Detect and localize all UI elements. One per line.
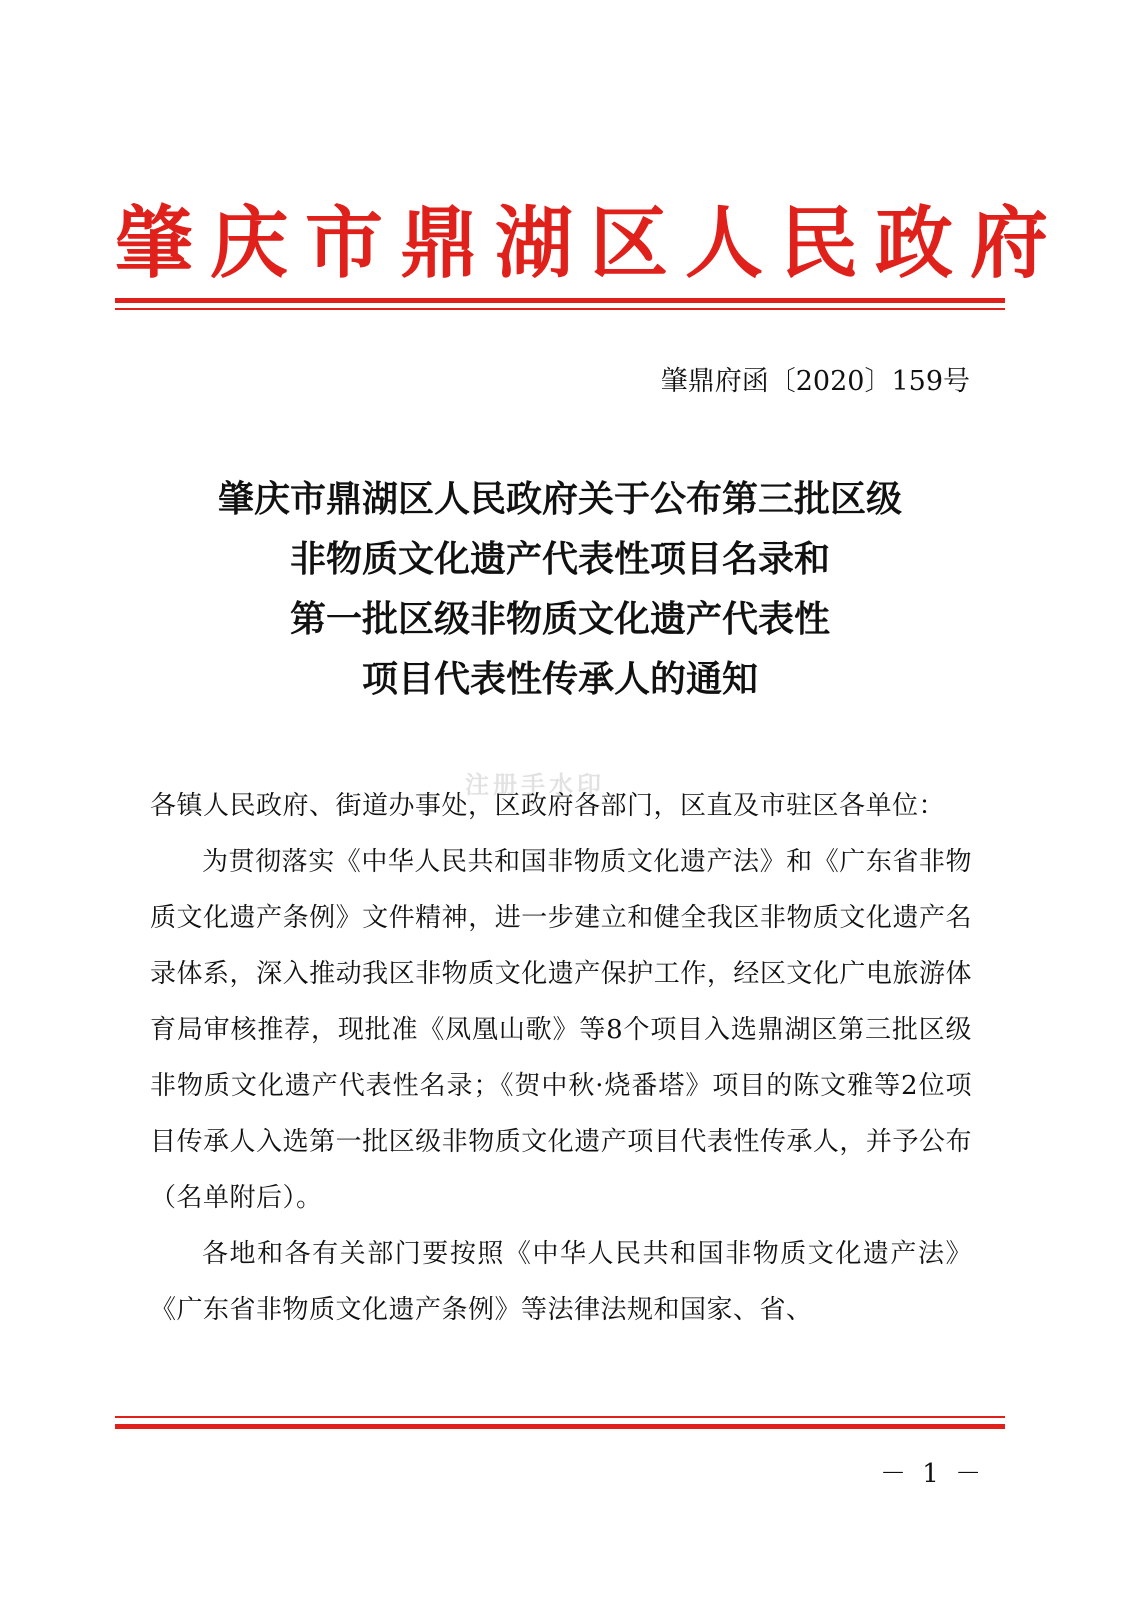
header-rule-thin bbox=[115, 308, 1005, 310]
footer-rule-thin bbox=[115, 1416, 1005, 1418]
body-paragraph: 各地和各有关部门要按照《中华人民共和国非物质文化遗产法》《广东省非物质文化遗产条例》等法律法规和国家、省、 bbox=[150, 1239, 972, 1325]
document-title bbox=[115, 470, 1005, 710]
document-number: 肇鼎府函〔2020〕159号 bbox=[660, 366, 970, 397]
document-body bbox=[150, 778, 972, 1338]
title-line: 非物质文化遗产代表性项目名录和 bbox=[289, 539, 830, 580]
title-line: 项目代表性传承人的通知 bbox=[361, 659, 758, 700]
issuing-authority-header: 肇庆市鼎湖区人民政府 bbox=[115, 198, 1066, 289]
footer-rule-thick bbox=[115, 1424, 1005, 1429]
salutation: 各镇人民政府、街道办事处，区政府各部门，区直及市驻区各单位： bbox=[150, 791, 946, 821]
title-line: 肇庆市鼎湖区人民政府关于公布第三批区级 bbox=[217, 479, 902, 520]
header-rule-thick bbox=[115, 298, 1005, 303]
title-line: 第一批区级非物质文化遗产代表性 bbox=[289, 599, 830, 640]
body-paragraph: 为贯彻落实《中华人民共和国非物质文化遗产法》和《广东省非物质文化遗产条例》文件精神，进一步建立和健全我区非物质文化遗产名录体系，深入推动我区非物质文化遗产保护工作，经区文化广电旅游体育局审核推荐，现批准《凤凰山歌》等8个项目入选鼎湖区第三批区级非物质文化遗产代表性名录；《贺中秋·烧番塔》项目的陈文雅等2位项目传承人入选第一批区级非物质文化遗产项目代表性传承人，并予公布（名单附后）。 bbox=[150, 847, 972, 1213]
watermark: 注册手水印 bbox=[465, 771, 605, 799]
page-number: － 1 － bbox=[880, 1459, 986, 1489]
